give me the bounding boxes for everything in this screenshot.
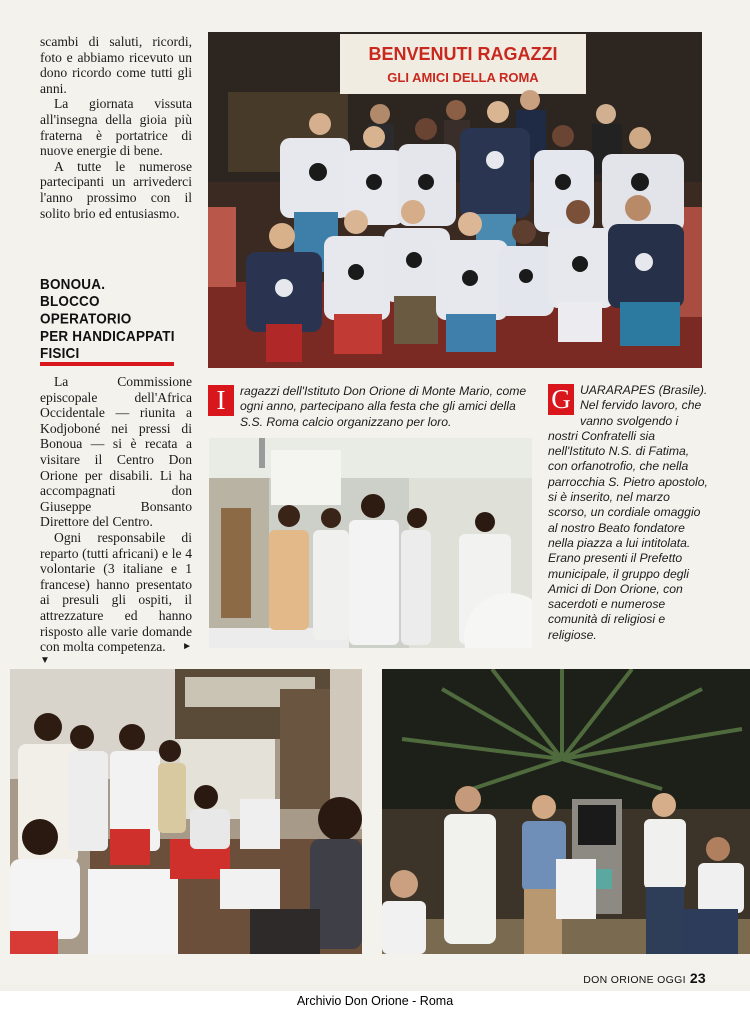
caption-guararapes-text: UARARAPES (Brasile). Nel fervido lavoro, che vanno svolgendo i nostri Confratelli sia nell'Istituto N.S. di Fatima, con orfanotrofio, che nella parrocchia S. Pietro apostolo, si è inserito, nel marzo scorso, un cordiale omaggio al nostro Beato fondatore nella piazza a lui intitolata. Erano presenti il Prefetto municipale, il gruppo degli Amici di Don Orione, con sacerdoti e numerose comunità di religiosi e religiose. <box>548 383 708 642</box>
intro-paragraph: A tutte le numerose partecipanti un arrivederci l'anno prossimo con il solito brio ed entusiasmo. <box>40 158 192 221</box>
intro-paragraph: scambi di saluti, ricordi, foto e abbiamo ricevuto un dono ricordo come tutti gli anni. <box>40 34 192 96</box>
page-number: 23 <box>689 970 706 986</box>
heading-red-rule <box>40 362 174 366</box>
heading-line: OPERATORIO <box>40 310 132 327</box>
photo-clinic <box>10 669 362 954</box>
archive-credit: Archivio Don Orione - Roma <box>0 991 750 1009</box>
magazine-footer <box>583 970 706 986</box>
bonoua-article-text <box>40 374 192 655</box>
heading-line: BONOUA. <box>40 276 106 293</box>
photo-clergy-visit <box>209 438 532 648</box>
caption-roma-text: ragazzi dell'Istituto Don Orione di Monte Mario, come ogni anno, partecipano alla festa che gli amici della S.S. Roma calcio organizzano per loro. <box>240 384 527 429</box>
caption-roma <box>208 384 538 430</box>
dropcap-g: G <box>548 384 574 415</box>
section-heading <box>40 276 190 362</box>
photo-plaque-unveiling <box>382 669 750 954</box>
intro-paragraph: La giornata vissuta all'insegna della gioia più fraterna è portatrice di nuove energie di bene. <box>40 96 192 159</box>
intro-text <box>40 34 192 221</box>
heading-line: BLOCCO <box>40 293 100 310</box>
photo-roma-group <box>208 32 702 368</box>
body-paragraph-text: Ogni responsabile di reparto (tutti africani) e le 4 volontarie (3 italiane e 1 francese) hanno presentato ai presuli gli ospiti, il attrezzature ed hanno risposto alle varie domande con molta competenza. <box>40 529 192 655</box>
heading-line: PER HANDICAPPATI <box>40 327 175 345</box>
banner-line-1: BENVENUTI RAGAZZI <box>368 44 558 64</box>
magazine-name: DON ORIONE OGGI <box>583 974 686 986</box>
continue-down-arrow-icon: ▼ <box>40 655 50 666</box>
banner-line-2: GLI AMICI DELLA ROMA <box>387 70 539 85</box>
heading-line: FISICI <box>40 345 80 362</box>
body-paragraph <box>40 530 192 655</box>
caption-guararapes <box>548 383 708 643</box>
continue-right-arrow-icon: ► <box>182 641 192 653</box>
dropcap-i: I <box>208 385 234 416</box>
body-paragraph: La Commissione episcopale dell'Africa Occidentale — riunita a Kodjoboné nei pressi di Bonoua — si è recata a visitare il Centro Don Orione per disabili. Li ha accompagnati don Giuseppe Bonsanto Direttore del Centro. <box>40 374 192 530</box>
